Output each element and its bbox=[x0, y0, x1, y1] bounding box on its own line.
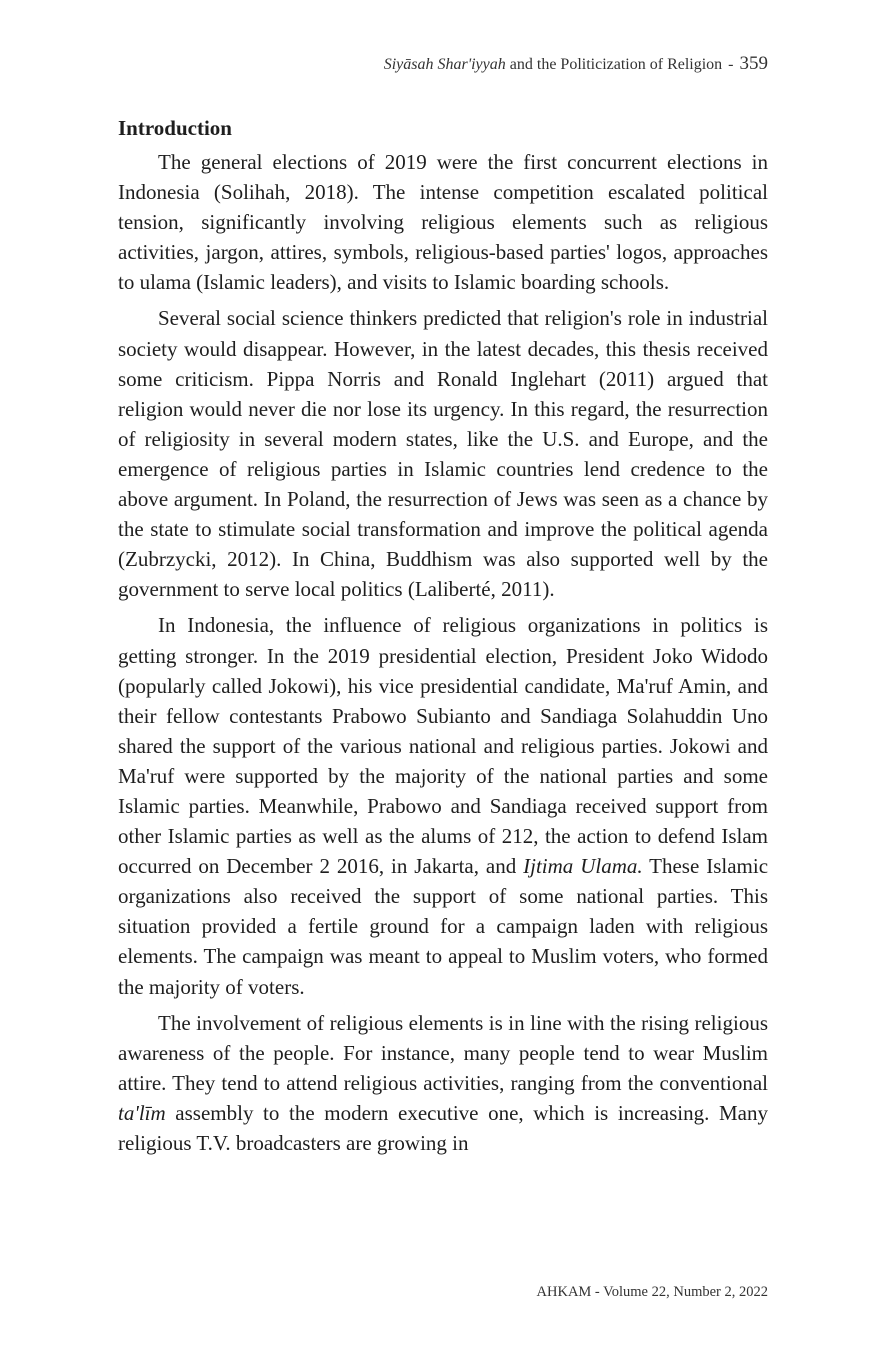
paragraph-3 bbox=[118, 610, 768, 1001]
page-number: 359 bbox=[739, 53, 768, 74]
paragraph-4-text-after: assembly to the modern executive one, which is increasing. Many religious T.V. broadcasters are growing in bbox=[118, 1100, 768, 1155]
paragraph-1: The general elections of 2019 were the first concurrent elections in Indonesia (Solihah, 2018). The intense competition escalated political tension, significantly involving religious elements such as religious activities, jargon, attires, symbols, religious-based parties' logos, approaches to ulama (Islamic leaders), and visits to Islamic boarding schools. bbox=[118, 150, 768, 295]
paragraph-4-italic-term: ta'līm bbox=[118, 1100, 166, 1125]
article-body bbox=[118, 113, 768, 1164]
paragraph-4 bbox=[118, 1008, 768, 1158]
section-heading: Introduction bbox=[118, 116, 232, 140]
paragraph-3-text-before: In Indonesia, the influence of religious organizations in politics is getting stronger. In the 2019 presidential election, President Joko Widodo (popularly called Jokowi), his vice presidential candidate, Ma'ruf Amin, and their fellow contestants Prabowo Subianto and Sandiaga Solahuddin Uno shared the support of the various national and religious parties. Jokowi and Ma'ruf were supported by the majority of the national parties and some Islamic parties. Meanwhile, Prabowo and Sandiaga received support from other Islamic parties as well as the alums of 212, the action to defend Islam occurred on December 2 2016, in Jakarta, and bbox=[118, 613, 768, 879]
paragraph-3-text-after: These Islamic organizations also received the support of some national parties. This situation provided a fertile ground for a campaign laden with religious elements. The campaign was meant to appeal to Muslim voters, who formed the majority of voters. bbox=[118, 854, 769, 999]
paragraph-4-text-before: The involvement of religious elements is in line with the rising religious awareness of the people. For instance, many people tend to wear Muslim attire. They tend to attend religious activities, ranging from the conventional bbox=[118, 1010, 768, 1095]
paragraph-2: Several social science thinkers predicted that religion's role in industrial society would disappear. However, in the latest decades, this thesis received some criticism. Pippa Norris and Ronald Inglehart (2011) argued that religion would never die nor lose its urgency. In this regard, the resurrection of religiosity in several modern states, like the U.S. and Europe, and the emergence of religious parties in Islamic countries lend credence to the above argument. In Poland, the resurrection of Jews was seen as a chance by the state to stimulate social transformation and improve the political agenda (Zubrzycki, 2012). In China, Buddhism was also supported well by the government to serve local politics (Laliberté, 2011). bbox=[118, 306, 768, 602]
paragraph-3-italic-term: Ijtima Ulama. bbox=[523, 854, 643, 879]
running-head-title-rest: and the Politicization of Religion bbox=[505, 56, 723, 73]
journal-footer: AHKAM - Volume 22, Number 2, 2022 bbox=[536, 1284, 768, 1300]
running-head bbox=[384, 53, 768, 75]
running-head-separator: - bbox=[728, 56, 734, 73]
running-head-title-italic: Siyāsah Shar'iyyah bbox=[383, 56, 506, 73]
